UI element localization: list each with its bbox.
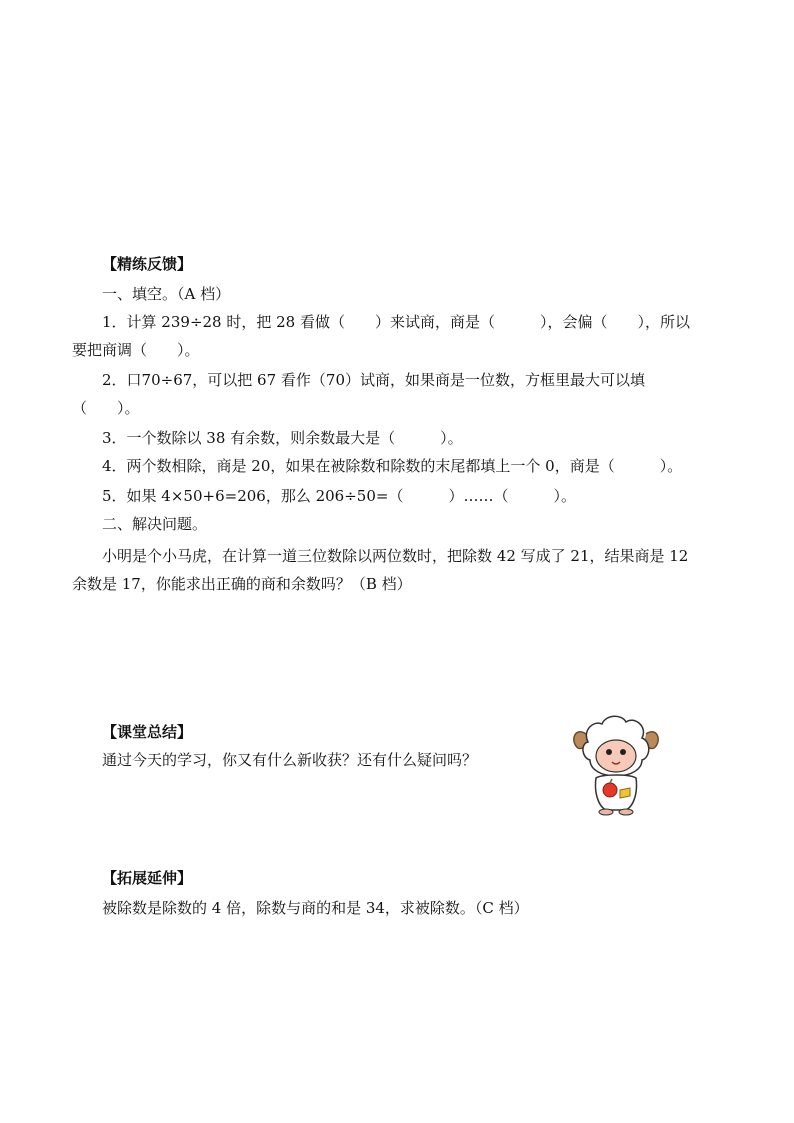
part1-label: 一、填空。（A 档） [102, 285, 231, 303]
question-1-line-1: 1．计算 239÷28 时，把 28 看做（ ）来试商，商是（ ），会偏（ ），所以 [102, 313, 690, 331]
section-title-extension: 【拓展延伸】 [102, 869, 193, 887]
question-1-line-2: 要把商调（ ）。 [72, 341, 200, 359]
question-2-line-1: 2．口70÷67，可以把 67 看作（70）试商，如果商是一位数，方框里最大可以填 [102, 371, 645, 389]
problem-line-2: 余数是 17，你能求出正确的商和余数吗？（B 档） [72, 575, 412, 593]
summary-text: 通过今天的学习，你又有什么新收获？还有什么疑问吗？ [102, 751, 478, 769]
part2-label: 二、解决问题。 [102, 515, 208, 533]
sheep-mascot-illustration [568, 712, 664, 816]
question-5: 5．如果 4×50+6=206，那么 206÷50=（ ）……（ ）。 [102, 487, 576, 505]
question-4: 4．两个数相除，商是 20，如果在被除数和除数的末尾都填上一个 0，商是（ ）。 [102, 457, 683, 475]
section-title-practice: 【精练反馈】 [102, 255, 193, 273]
question-3: 3．一个数除以 38 有余数，则余数最大是（ ）。 [102, 429, 463, 447]
problem-line-1: 小明是个小马虎，在计算一道三位数除以两位数时，把除数 42 写成了 21，结果商是 12 [102, 547, 689, 565]
extension-text: 被除数是除数的 4 倍，除数与商的和是 34，求被除数。（C 档） [102, 899, 529, 917]
question-2-line-2: （ ）。 [72, 399, 140, 417]
section-title-summary: 【课堂总结】 [102, 723, 193, 741]
